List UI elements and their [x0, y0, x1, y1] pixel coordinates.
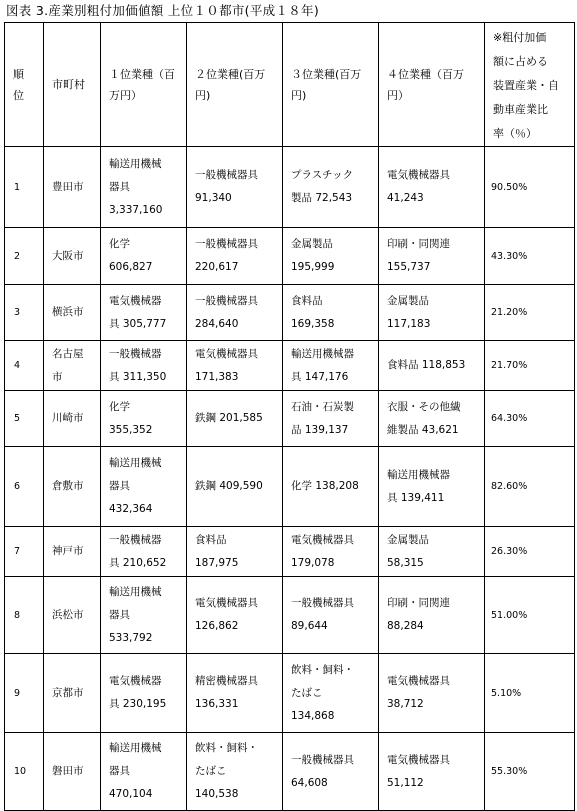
- industry-2-cell: 電気機械器具 126,862: [187, 577, 283, 654]
- header-city: 市町村: [44, 23, 101, 147]
- industry-3-cell: 石油・石炭製 品 139,137: [283, 391, 379, 447]
- rank-cell: 1: [5, 147, 44, 228]
- industry-3-cell: 電気機械器具 179,078: [283, 527, 379, 577]
- city-cell: 名古屋 市: [44, 341, 101, 391]
- ratio-cell: 21.70%: [485, 341, 575, 391]
- industry-1-cell: 化学 355,352: [101, 391, 187, 447]
- table-row: [5, 733, 575, 811]
- table-row: [5, 285, 575, 341]
- table-row: [5, 654, 575, 733]
- rank-cell: 8: [5, 577, 44, 654]
- industry-1-cell: 化学 606,827: [101, 228, 187, 285]
- header-ratio: ※粗付加価 額に占める 装置産業・自 動車産業比 率（％）: [485, 23, 575, 147]
- industry-3-cell: 金属製品 195,999: [283, 228, 379, 285]
- industry-4-cell: 電気機械器具 41,243: [379, 147, 485, 228]
- industry-3-cell: 輸送用機械器 具 147,176: [283, 341, 379, 391]
- header-industry-2: ２位業種(百万 円): [187, 23, 283, 147]
- city-cell: 神戸市: [44, 527, 101, 577]
- industry-2-cell: 飲料・飼料・ たばこ 140,538: [187, 733, 283, 811]
- industry-2-cell: 一般機械器具 91,340: [187, 147, 283, 228]
- ratio-cell: 21.20%: [485, 285, 575, 341]
- ratio-cell: 26.30%: [485, 527, 575, 577]
- industry-4-cell: 輸送用機械器 具 139,411: [379, 447, 485, 527]
- industry-1-cell: 電気機械器 具 230,195: [101, 654, 187, 733]
- rank-cell: 10: [5, 733, 44, 811]
- industry-3-cell: プラスチック 製品 72,543: [283, 147, 379, 228]
- ratio-cell: 43.30%: [485, 228, 575, 285]
- industry-3-cell: 食料品 169,358: [283, 285, 379, 341]
- industry-2-cell: 食料品 187,975: [187, 527, 283, 577]
- city-cell: 浜松市: [44, 577, 101, 654]
- industry-1-cell: 電気機械器 具 305,777: [101, 285, 187, 341]
- industry-2-cell: 電気機械器具 171,383: [187, 341, 283, 391]
- city-cell: 大阪市: [44, 228, 101, 285]
- city-cell: 磐田市: [44, 733, 101, 811]
- rank-cell: 4: [5, 341, 44, 391]
- industry-3-cell: 化学 138,208: [283, 447, 379, 527]
- industry-3-cell: 飲料・飼料・ たばこ 134,868: [283, 654, 379, 733]
- table-row: [5, 527, 575, 577]
- industry-value-table: [4, 22, 575, 811]
- ratio-cell: 64.30%: [485, 391, 575, 447]
- ratio-cell: 51.00%: [485, 577, 575, 654]
- header-industry-3: ３位業種(百万 円): [283, 23, 379, 147]
- industry-2-cell: 一般機械器具 220,617: [187, 228, 283, 285]
- industry-4-cell: 衣服・その他繊 維製品 43,621: [379, 391, 485, 447]
- industry-4-cell: 電気機械器具 51,112: [379, 733, 485, 811]
- city-cell: 豊田市: [44, 147, 101, 228]
- industry-3-cell: 一般機械器具 89,644: [283, 577, 379, 654]
- industry-4-cell: 電気機械器具 38,712: [379, 654, 485, 733]
- industry-1-cell: 輸送用機械 器具 470,104: [101, 733, 187, 811]
- industry-1-cell: 一般機械器 具 311,350: [101, 341, 187, 391]
- city-cell: 倉敷市: [44, 447, 101, 527]
- table-row: [5, 228, 575, 285]
- industry-4-cell: 印刷・同関連 88,284: [379, 577, 485, 654]
- table-row: [5, 577, 575, 654]
- rank-cell: 7: [5, 527, 44, 577]
- industry-2-cell: 一般機械器具 284,640: [187, 285, 283, 341]
- rank-cell: 2: [5, 228, 44, 285]
- industry-1-cell: 輸送用機械 器具 432,364: [101, 447, 187, 527]
- table-row: [5, 391, 575, 447]
- industry-4-cell: 印刷・同関連 155,737: [379, 228, 485, 285]
- ratio-cell: 55.30%: [485, 733, 575, 811]
- city-cell: 横浜市: [44, 285, 101, 341]
- city-cell: 川崎市: [44, 391, 101, 447]
- table-row: [5, 447, 575, 527]
- industry-1-cell: 輸送用機械 器具 3,337,160: [101, 147, 187, 228]
- industry-4-cell: 食料品 118,853: [379, 341, 485, 391]
- header-rank: 順 位: [5, 23, 44, 147]
- table-title: 図表 3.産業別粗付加価値額 上位１０都市(平成１８年): [6, 3, 320, 18]
- ratio-cell: 90.50%: [485, 147, 575, 228]
- industry-4-cell: 金属製品 117,183: [379, 285, 485, 341]
- header-industry-4: ４位業種（百万 円）: [379, 23, 485, 147]
- table-row: [5, 341, 575, 391]
- rank-cell: 6: [5, 447, 44, 527]
- industry-2-cell: 精密機械器具 136,331: [187, 654, 283, 733]
- industry-1-cell: 一般機械器 具 210,652: [101, 527, 187, 577]
- rank-cell: 3: [5, 285, 44, 341]
- city-cell: 京都市: [44, 654, 101, 733]
- industry-1-cell: 輸送用機械 器具 533,792: [101, 577, 187, 654]
- header-industry-1: １位業種（百 万円）: [101, 23, 187, 147]
- industry-2-cell: 鉄鋼 201,585: [187, 391, 283, 447]
- ratio-cell: 82.60%: [485, 447, 575, 527]
- header-row: [5, 23, 575, 147]
- ratio-cell: 5.10%: [485, 654, 575, 733]
- rank-cell: 9: [5, 654, 44, 733]
- table-row: [5, 147, 575, 228]
- rank-cell: 5: [5, 391, 44, 447]
- industry-2-cell: 鉄鋼 409,590: [187, 447, 283, 527]
- industry-4-cell: 金属製品 58,315: [379, 527, 485, 577]
- industry-3-cell: 一般機械器具 64,608: [283, 733, 379, 811]
